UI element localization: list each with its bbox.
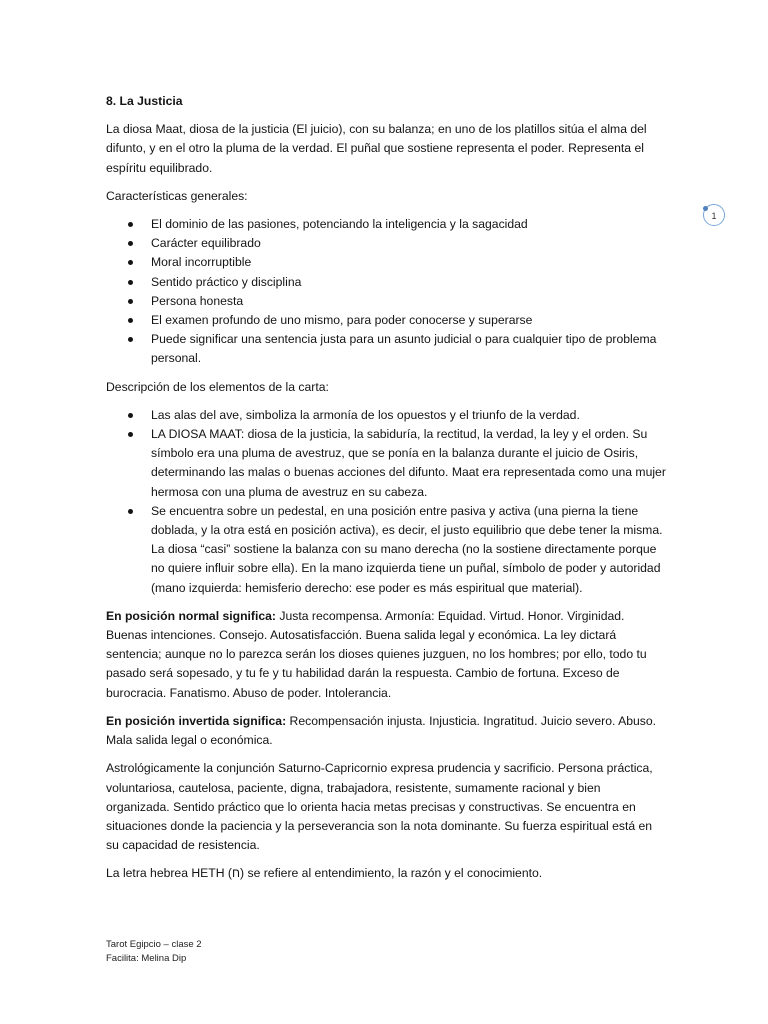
normal-meaning-paragraph [106, 607, 666, 703]
footer-facilitator: Facilita: Melina Dip [106, 953, 187, 964]
inverted-meaning-label: En posición invertida significa: [106, 713, 287, 728]
comment-marker[interactable] [703, 204, 725, 226]
list-item: Se encuentra sobre un pedestal, en una posición entre pasiva y activa (una pierna la tiene doblada, y la otra está en posición activa), es decir, el justo equilibrio que debe tener la misma. La diosa “casi” sostiene la balanza con su mano derecha (no la sostiene directamente porque no quiere influir sobre ella). En la mano izquierda tiene un puñal, símbolo de poder y autoridad (mano izquierda: hemisferio derecho: ese poder es más espiritual que material). [106, 502, 666, 598]
characteristics-title: Características generales: [106, 188, 248, 203]
section-heading: 8. La Justicia [106, 94, 183, 108]
page-footer [106, 938, 202, 966]
list-item: El dominio de las pasiones, potenciando la inteligencia y la sagacidad [106, 215, 666, 234]
comment-dot-icon [703, 206, 708, 211]
bullet-icon [128, 337, 133, 342]
elements-list [106, 406, 666, 598]
list-item: Persona honesta [106, 292, 666, 311]
bullet-icon [128, 280, 133, 285]
list-item: Sentido práctico y disciplina [106, 273, 666, 292]
hebrew-letter-paragraph: La letra hebrea HETH (ח) se refiere al entendimiento, la razón y el conocimiento. [106, 866, 543, 881]
astrology-paragraph: Astrológicamente la conjunción Saturno-Capricornio expresa prudencia y sacrificio. Persona práctica, voluntariosa, cautelosa, paciente, digna, trabajadora, resistente, sumamente racional y bien organizada. Sentido práctico que lo orienta hacia metas precisas y constructivas. Se encuentra en situaciones donde la paciencia y la perseverancia son la nota dominante. Su fuerza espiritual está en su capacidad de resistencia. [106, 761, 653, 853]
comment-number: 1 [711, 211, 717, 221]
bullet-icon [128, 260, 133, 265]
list-item: Moral incorruptible [106, 253, 666, 272]
intro-paragraph: La diosa Maat, diosa de la justicia (El juicio), con su balanza; en uno de los platillos sitúa el alma del difunto, y en el otro la pluma de la verdad. El puñal que sostiene representa el poder. Representa el espíritu equilibrado. [106, 122, 647, 175]
inverted-meaning-paragraph [106, 712, 666, 750]
bullet-icon [128, 509, 133, 514]
bullet-icon [128, 413, 133, 418]
bullet-icon [128, 222, 133, 227]
document-body [106, 92, 666, 893]
list-item: Las alas del ave, simboliza la armonía de los opuestos y el triunfo de la verdad. [106, 406, 666, 425]
elements-title: Descripción de los elementos de la carta: [106, 379, 329, 394]
list-item: Carácter equilibrado [106, 234, 666, 253]
bullet-icon [128, 318, 133, 323]
bullet-icon [128, 241, 133, 246]
bullet-icon [128, 432, 133, 437]
list-item: El examen profundo de uno mismo, para poder conocerse y superarse [106, 311, 666, 330]
inverted-meaning-text: Recompensación injusta. Injusticia. Ingratitud. Juicio severo. Abuso. Mala salida legal o económica. [106, 713, 657, 748]
characteristics-list [106, 215, 666, 369]
normal-meaning-text: Justa recompensa. Armonía: Equidad. Virtud. Honor. Virginidad. Buenas intenciones. Consejo. Autosatisfacción. Buena salida legal y económica. La ley dictará sentencia; aunque no lo parezca serán los dioses quienes juzguen, no los hombres; por ello, todo tu pasado será sopesado, y tu fe y tu habilidad darán la respuesta. Cambio de fortuna. Exceso de burocracia. Fanatismo. Abuso de poder. Intolerancia. [106, 608, 647, 700]
bullet-icon [128, 299, 133, 304]
list-item: LA DIOSA MAAT: diosa de la justicia, la sabiduría, la rectitud, la verdad, la ley y el orden. Su símbolo era una pluma de avestruz, que se ponía en la balanza durante el juicio de Osiris, determinando las malas o buenas acciones del difunto. Maat era representada como una mujer hermosa con una pluma de avestruz en su cabeza. [106, 425, 666, 502]
footer-course: Tarot Egipcio – clase 2 [106, 939, 202, 950]
list-item: Puede significar una sentencia justa para un asunto judicial o para cualquier tipo de problema personal. [106, 330, 666, 368]
normal-meaning-label: En posición normal significa: [106, 608, 276, 623]
